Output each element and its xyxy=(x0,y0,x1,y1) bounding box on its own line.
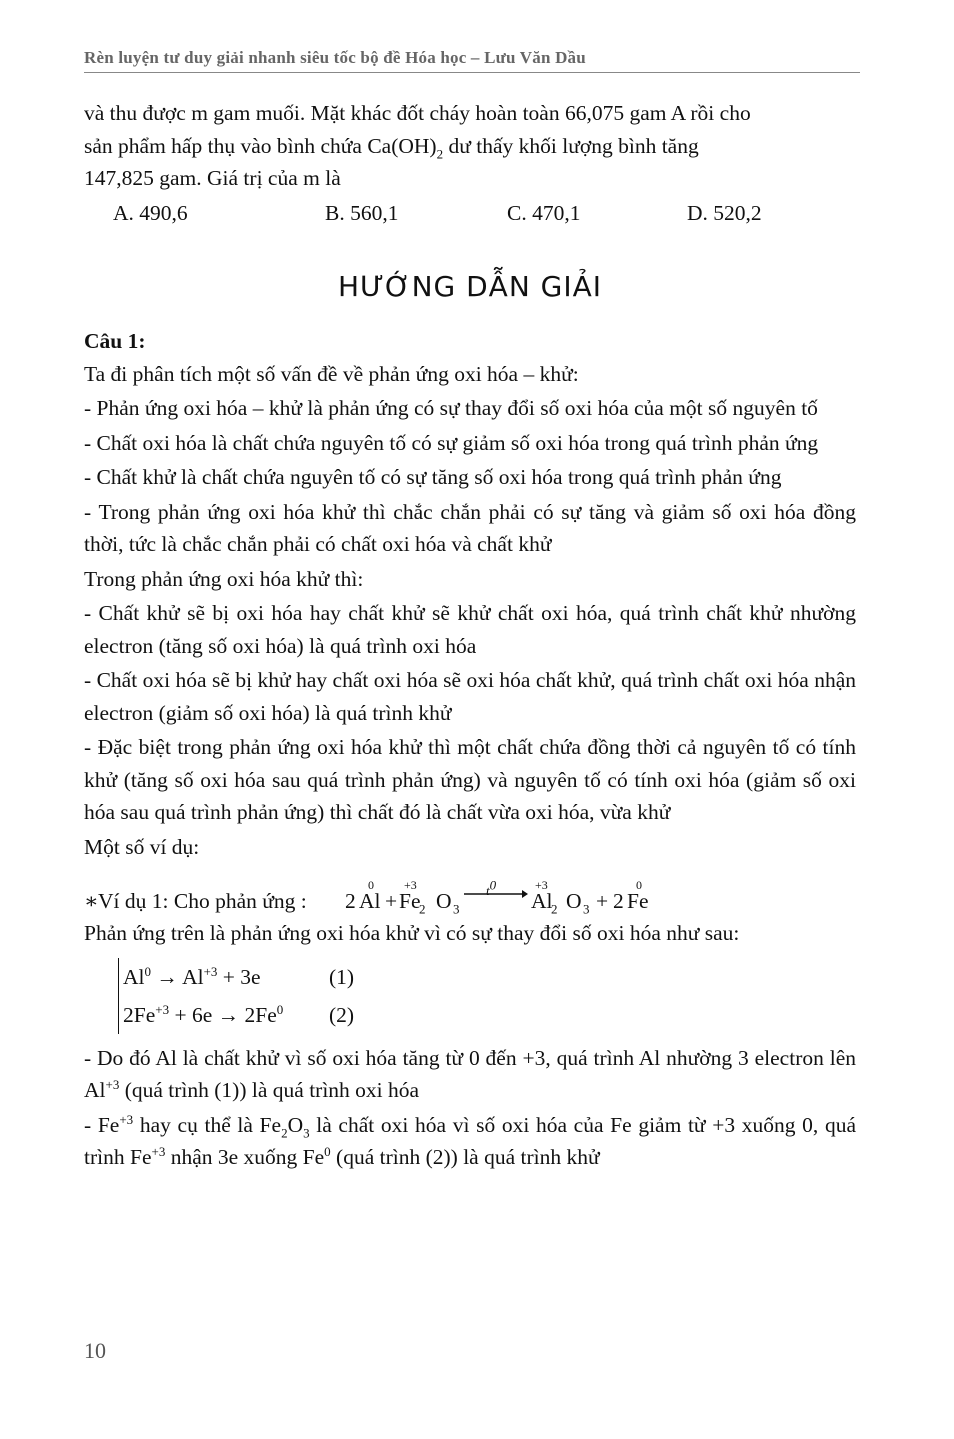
example-1-reaction xyxy=(84,869,856,917)
intro-line-3: 147,825 gam. Giá trị của m là xyxy=(84,166,341,190)
half-reaction-2: $2Fe^{+3} + 6e \to 2Fe^0$ (2) xyxy=(123,996,383,1034)
conclusion-2: - $Fe^{+3}$ hay cụ thể là $Fe_2O_3$ là chất oxi hóa vì số oxi hóa của Fe giảm từ +3 xuống 0, quá trình $Fe^{+3}$ nhận 3e xuống Fe$^0$ (quá trình (2)) là quá trình khử xyxy=(84,1111,856,1169)
example-label: Ví dụ 1: Cho phản ứng : xyxy=(98,889,307,913)
half-reaction-system xyxy=(118,958,383,1034)
answer-b: B. 560,1 xyxy=(325,200,399,225)
question-label: Câu 1: xyxy=(84,329,146,353)
equation-number-2: (2) xyxy=(329,1002,355,1027)
bullet-star: ∗ xyxy=(84,889,99,913)
species-al-product: Al xyxy=(531,889,553,913)
arrow-icon xyxy=(464,889,528,899)
answer-a: A. 490,6 xyxy=(113,200,188,225)
o-subscript: 3 xyxy=(453,901,460,917)
species-o: O xyxy=(436,889,452,913)
plus-sign: + xyxy=(385,889,398,913)
answer-options xyxy=(113,197,856,230)
conclusion-1: - Do đó Al là chất khử vì số oxi hóa tăng từ 0 đến +3, quá trình Al nhường 3 electron lên $Al^{+3}$ (quá trình (1)) là quá trình oxi hóa xyxy=(84,1045,856,1102)
paragraph-11: Phản ứng trên là phản ứng oxi hóa khử vì có sự thay đổi số oxi hóa như sau: xyxy=(84,921,740,945)
al-product-subscript: 2 xyxy=(551,901,558,917)
answer-d: D. 520,2 xyxy=(687,200,762,225)
paragraph-6: Trong phản ứng oxi hóa khử thì: xyxy=(84,566,364,591)
species-fe-product: Fe xyxy=(627,889,649,913)
coef-al: 2 xyxy=(345,889,356,913)
half-reaction-1: $Al^0 \to Al^{+3} + 3e$ (1) xyxy=(123,958,383,996)
header-divider xyxy=(84,72,860,73)
intro-line-1: và thu được m gam muối. Mặt khác đốt cháy hoàn toàn 66,075 gam A rồi cho xyxy=(84,101,751,125)
species-al: Al xyxy=(359,889,381,913)
paragraph-7: - Chất khử sẽ bị oxi hóa hay chất khử sẽ khử chất oxi hóa, quá trình chất khử nhường electron (tăng số oxi hóa) là quá trình oxi hóa xyxy=(84,601,856,658)
reaction-arrow xyxy=(464,877,528,903)
running-header: Rèn luyện tư duy giải nhanh siêu tốc bộ đề Hóa học – Lưu Văn Dầu xyxy=(84,48,586,67)
o-product-subscript: 3 xyxy=(583,901,590,917)
paragraph-9: - Đặc biệt trong phản ứng oxi hóa khử thì một chất chứa đồng thời cả nguyên tố có tính khử (tăng số oxi hóa sau quá trình phản ứng) và nguyên tố có tính oxi hóa (giảm số oxi hóa sau quá trình phản ứng) thì chất đó là chất vừa oxi hóa, vừa khử xyxy=(84,735,856,824)
species-o-product: O xyxy=(566,889,582,913)
intro-line-2: sản phẩm hấp thụ vào bình chứa $Ca(OH)_2$ dư thấy khối lượng bình tăng xyxy=(84,133,699,161)
paragraph-4: - Chất khử là chất chứa nguyên tố có sự tăng số oxi hóa trong quá trình phản ứng xyxy=(84,465,782,489)
coef-fe-product: 2 xyxy=(613,889,624,913)
page-content xyxy=(84,97,856,1176)
ox-state-fe: +3 xyxy=(404,878,417,892)
heat-condition: $t^0$ xyxy=(486,877,497,898)
ox-state-al-product: +3 xyxy=(535,878,548,892)
plus-sign-2: + xyxy=(596,889,609,913)
page-number: 10 xyxy=(84,1338,106,1363)
paragraph-1: Ta đi phân tích một số vấn đề về phản ứng oxi hóa – khử: xyxy=(84,361,579,386)
fe-subscript: 2 xyxy=(419,901,426,917)
ox-state-al: 0 xyxy=(368,878,374,892)
answer-c: C. 470,1 xyxy=(507,200,581,225)
section-title: HƯỚNG DẪN GIẢI xyxy=(337,270,603,303)
paragraph-3: - Chất oxi hóa là chất chứa nguyên tố có sự giảm số oxi hóa trong quá trình phản ứng xyxy=(84,430,819,455)
species-fe: Fe xyxy=(399,889,421,913)
equation-number-1: (1) xyxy=(329,964,355,989)
paragraph-2: - Phản ứng oxi hóa – khử là phản ứng có sự thay đổi số oxi hóa của một số nguyên tố xyxy=(84,396,818,420)
paragraph-10: Một số ví dụ: xyxy=(84,834,200,859)
ox-state-fe-product: 0 xyxy=(636,878,642,892)
intro-paragraph xyxy=(84,97,856,195)
paragraph-8: - Chất oxi hóa sẽ bị khử hay chất oxi hóa sẽ oxi hóa chất khử, quá trình chất oxi hóa nhận electron (giảm số oxi hóa) là quá trình khử xyxy=(84,668,856,725)
paragraph-5: - Trong phản ứng oxi hóa khử thì chắc chắn phải có sự tăng và giảm số oxi hóa đồng thời, tức là chắc chắn phải có chất oxi hóa và chất khử xyxy=(84,499,856,556)
